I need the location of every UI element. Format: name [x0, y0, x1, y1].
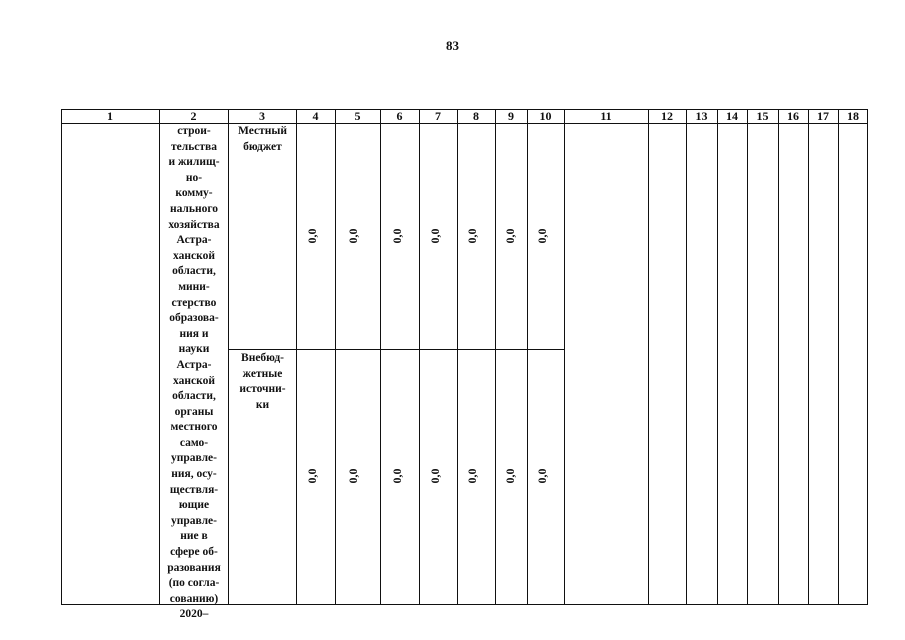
header-cell: 15: [756, 109, 769, 123]
column-divider: [838, 109, 839, 605]
header-cell: 18: [847, 109, 859, 123]
column-divider: [778, 109, 779, 605]
value-cell: 0,0: [465, 228, 479, 244]
value-cell: 0,0: [305, 228, 319, 244]
cell-text-line: нального: [169, 202, 219, 215]
value-cell: 0,0: [535, 228, 549, 244]
cell-text-line: стерство: [171, 296, 217, 309]
column-divider: [419, 109, 420, 605]
cell-text-line: тельства: [171, 140, 217, 153]
column-divider: [527, 109, 528, 605]
cell-text-line: 2020–: [179, 608, 209, 621]
value-cell: 0,0: [535, 468, 549, 484]
column-divider: [747, 109, 748, 605]
column-divider: [457, 109, 458, 605]
cell-text-line: строи-: [177, 125, 211, 137]
column-divider: [380, 109, 381, 605]
header-cell: 14: [726, 109, 738, 123]
value-cell: 0,0: [305, 468, 319, 484]
value-cell: 0,0: [346, 228, 360, 244]
cell-text-line: органы: [174, 405, 214, 418]
header-cell: 3: [259, 109, 265, 123]
cell-text-line: (по согла-: [168, 577, 220, 590]
value-cell: 0,0: [428, 468, 442, 484]
cell-text-line: управле-: [171, 514, 217, 527]
cell-text-line: области,: [172, 390, 216, 403]
cell-text-line: ханской: [173, 374, 215, 387]
cell-text-line: управле-: [171, 452, 217, 465]
funding-source-cell: [229, 124, 296, 155]
value-cell: 0,0: [346, 468, 360, 484]
cell-text-line: ния, осу-: [171, 468, 217, 481]
cell-text-line: бюджет: [243, 140, 282, 153]
cell-text-line: источни-: [239, 383, 286, 396]
header-cell: 5: [354, 109, 361, 123]
cell-text-line: Местный: [238, 125, 287, 137]
cell-text-line: области,: [172, 265, 216, 278]
funding-source-cell: [229, 351, 296, 413]
header-cell: 11: [600, 109, 612, 123]
cell-text-line: сованию): [169, 592, 219, 605]
header-cell: 6: [396, 109, 403, 123]
header-cell: 7: [435, 109, 441, 123]
cell-text-line: жетные: [242, 367, 283, 380]
cell-text-line: ки: [255, 398, 270, 411]
column-divider: [717, 109, 718, 605]
cell-text-line: но-: [185, 171, 203, 184]
cell-text-line: комму-: [175, 187, 213, 200]
cell-text-line: сфере об-: [170, 546, 218, 559]
header-cell: 13: [695, 109, 708, 123]
column-divider: [296, 109, 297, 605]
cell-text-line: науки: [178, 343, 210, 356]
header-cell: 16: [787, 109, 799, 123]
column-divider: [648, 109, 649, 605]
cell-text-line: Внебюд-: [241, 352, 284, 364]
cell-text-line: местного: [170, 421, 218, 434]
cell-text-line: ханской: [173, 249, 215, 262]
cell-text-line: разования: [167, 561, 221, 574]
cell-text-line: хозяйства: [168, 218, 220, 231]
column-divider: [808, 109, 809, 605]
column-divider: [686, 109, 687, 605]
value-cell: 0,0: [465, 468, 479, 484]
cell-text-line: образова-: [169, 312, 219, 325]
executor-cell: [160, 124, 228, 623]
cell-text-line: ние в: [180, 530, 208, 543]
column-divider: [335, 109, 336, 605]
value-cell: 0,0: [503, 228, 517, 244]
cell-text-line: мини-: [178, 280, 210, 293]
row-divider: [228, 349, 564, 350]
header-cell: 1: [107, 109, 113, 123]
cell-text-line: ществля-: [169, 483, 219, 496]
header-cell: 4: [312, 109, 319, 123]
value-cell: 0,0: [390, 228, 404, 244]
column-divider: [495, 109, 496, 605]
value-cell: 0,0: [503, 468, 517, 484]
header-cell: 9: [508, 109, 514, 123]
cell-text-line: само-: [179, 436, 209, 449]
cell-text-line: и жилищ-: [168, 156, 220, 169]
header-cell: 12: [661, 109, 673, 123]
cell-text-line: Астра-: [176, 358, 212, 371]
cell-text-line: Астра-: [176, 234, 212, 247]
cell-text-line: ния и: [179, 327, 209, 340]
page-number: 83: [446, 38, 459, 53]
header-cell: 2: [190, 109, 197, 123]
value-cell: 0,0: [428, 228, 442, 244]
header-cell: 8: [473, 109, 479, 123]
value-cell: 0,0: [390, 468, 404, 484]
column-divider: [564, 109, 565, 605]
header-cell: 10: [539, 109, 552, 123]
cell-text-line: ющие: [178, 499, 210, 512]
header-cell: 17: [817, 109, 829, 123]
